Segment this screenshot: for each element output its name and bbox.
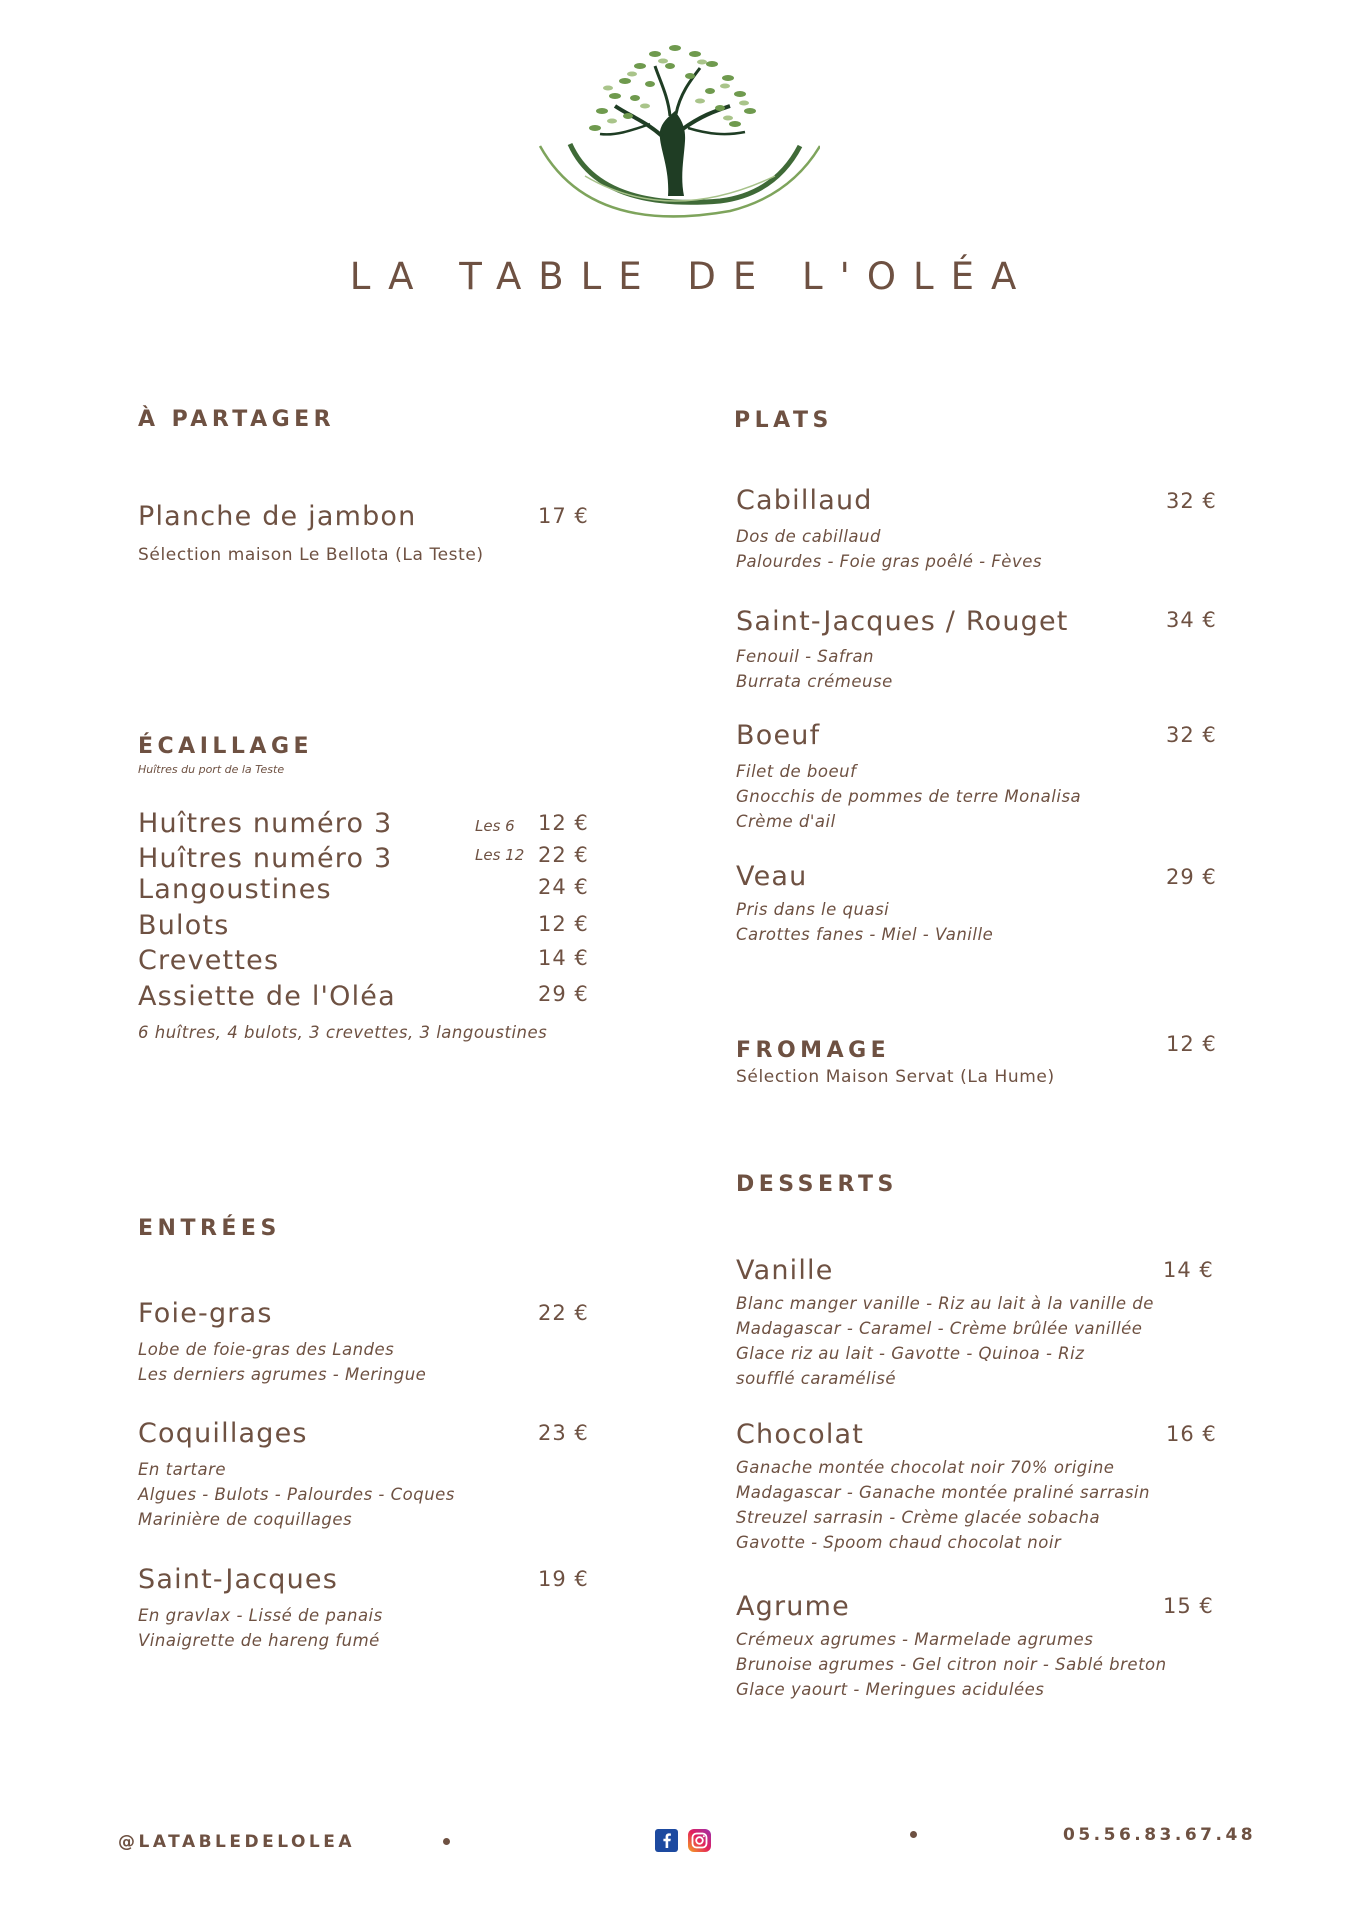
section-title-partager: À PARTAGER bbox=[138, 407, 336, 432]
dish-desc-line: Madagascar - Ganache montée praliné sarrasin bbox=[736, 1483, 1150, 1502]
dish-desc-line: Vinaigrette de hareng fumé bbox=[138, 1631, 380, 1650]
dish-desc-line: soufflé caramélisé bbox=[736, 1369, 896, 1388]
dish-price-saint-jacques-rouget: 34 € bbox=[1166, 608, 1217, 632]
dish-name-cabillaud: Cabillaud bbox=[736, 485, 873, 516]
dish-desc-line: Dos de cabillaud bbox=[736, 527, 881, 546]
instagram-handle[interactable]: @LATABLEDELOLEA bbox=[118, 1832, 356, 1852]
dish-price-saint-jacques: 19 € bbox=[538, 1567, 589, 1591]
dish-desc-line: Ganache montée chocolat noir 70% origine bbox=[736, 1458, 1115, 1477]
dish-name-foie-gras: Foie-gras bbox=[138, 1298, 273, 1329]
dish-name-saint-jacques-rouget: Saint-Jacques / Rouget bbox=[736, 606, 1069, 637]
dish-desc-line: Crémeux agrumes - Marmelade agrumes bbox=[736, 1630, 1094, 1649]
dish-desc-line: Brunoise agrumes - Gel citron noir - Sablé breton bbox=[736, 1655, 1167, 1674]
dish-desc-line: Marinière de coquillages bbox=[138, 1510, 353, 1529]
ecaillage-item-name: Langoustines bbox=[138, 874, 332, 905]
ecaillage-item-name: Assiette de l'Oléa bbox=[138, 981, 396, 1012]
facebook-icon[interactable] bbox=[655, 1829, 678, 1852]
ecaillage-item-price: 12 € bbox=[538, 912, 589, 936]
phone-number[interactable]: 05.56.83.67.48 bbox=[1063, 1825, 1257, 1845]
ecaillage-item-name: Crevettes bbox=[138, 945, 280, 976]
ecaillage-item-name: Huîtres numéro 3 bbox=[138, 808, 393, 839]
ecaillage-note: 6 huîtres, 4 bulots, 3 crevettes, 3 langoustines bbox=[138, 1023, 548, 1042]
restaurant-name: LA TABLE DE L'OLÉA bbox=[349, 255, 1034, 298]
dish-price-veau: 29 € bbox=[1166, 865, 1217, 889]
fromage-desc: Sélection Maison Servat (La Hume) bbox=[736, 1067, 1055, 1087]
dish-desc-line: Gnocchis de pommes de terre Monalisa bbox=[736, 787, 1082, 806]
dish-name-saint-jacques: Saint-Jacques bbox=[138, 1564, 339, 1595]
fromage-price: 12 € bbox=[1166, 1032, 1217, 1056]
dish-desc-planche: Sélection maison Le Bellota (La Teste) bbox=[138, 545, 484, 565]
section-title-fromage: FROMAGE bbox=[736, 1038, 891, 1063]
dish-price-agrume: 15 € bbox=[1163, 1594, 1214, 1618]
dish-desc-line: Lobe de foie-gras des Landes bbox=[138, 1340, 395, 1359]
section-subtitle-ecaillage: Huîtres du port de la Teste bbox=[138, 763, 285, 776]
ecaillage-item-price: 24 € bbox=[538, 875, 589, 899]
ecaillage-item-portion: Les 6 bbox=[475, 817, 515, 835]
dish-desc-line: Pris dans le quasi bbox=[736, 900, 890, 919]
dish-desc-line: Crème d'ail bbox=[736, 812, 836, 831]
section-title-entrees: ENTRÉES bbox=[138, 1216, 281, 1241]
ecaillage-item-portion: Les 12 bbox=[475, 846, 525, 864]
dish-price-boeuf: 32 € bbox=[1166, 723, 1217, 747]
section-title-desserts: DESSERTS bbox=[736, 1172, 898, 1197]
dish-name-boeuf: Boeuf bbox=[736, 720, 821, 751]
ecaillage-item-price: 12 € bbox=[538, 811, 589, 835]
dish-desc-line: Blanc manger vanille - Riz au lait à la vanille de bbox=[736, 1294, 1154, 1313]
dish-desc-line: Algues - Bulots - Palourdes - Coques bbox=[138, 1485, 455, 1504]
dish-name-agrume: Agrume bbox=[736, 1591, 850, 1622]
dish-price-chocolat: 16 € bbox=[1166, 1422, 1217, 1446]
dish-desc-line: Palourdes - Foie gras poêlé - Fèves bbox=[736, 552, 1042, 571]
dish-price-coquillages: 23 € bbox=[538, 1421, 589, 1445]
dish-desc-line: En gravlax - Lissé de panais bbox=[138, 1606, 383, 1625]
dish-desc-line: Gavotte - Spoom chaud chocolat noir bbox=[736, 1533, 1062, 1552]
ecaillage-item-price: 14 € bbox=[538, 946, 589, 970]
dish-desc-line: Glace yaourt - Meringues acidulées bbox=[736, 1680, 1045, 1699]
dish-desc-line: Burrata crémeuse bbox=[736, 672, 893, 691]
dish-desc-line: En tartare bbox=[138, 1460, 227, 1479]
section-title-ecaillage: ÉCAILLAGE bbox=[138, 734, 314, 759]
dish-price-planche: 17 € bbox=[538, 504, 589, 528]
ecaillage-item-name: Bulots bbox=[138, 910, 230, 941]
ecaillage-item-name: Huîtres numéro 3 bbox=[138, 843, 393, 874]
dish-name-vanille: Vanille bbox=[736, 1255, 834, 1286]
dish-desc-line: Fenouil - Safran bbox=[736, 647, 875, 666]
dish-price-cabillaud: 32 € bbox=[1166, 489, 1217, 513]
dish-desc-line: Carottes fanes - Miel - Vanille bbox=[736, 925, 994, 944]
dish-desc-line: Glace riz au lait - Gavotte - Quinoa - Riz bbox=[736, 1344, 1085, 1363]
section-title-plats: PLATS bbox=[734, 408, 833, 433]
ecaillage-item-price: 22 € bbox=[538, 843, 589, 867]
footer-separator-dot bbox=[443, 1838, 450, 1845]
olive-tree-logo bbox=[530, 36, 820, 236]
instagram-icon[interactable] bbox=[688, 1829, 711, 1852]
footer-separator-dot bbox=[910, 1831, 917, 1838]
dish-name-coquillages: Coquillages bbox=[138, 1418, 308, 1449]
dish-name-planche: Planche de jambon bbox=[138, 501, 417, 532]
dish-price-foie-gras: 22 € bbox=[538, 1301, 589, 1325]
dish-name-chocolat: Chocolat bbox=[736, 1419, 865, 1450]
dish-desc-line: Les derniers agrumes - Meringue bbox=[138, 1365, 427, 1384]
dish-name-veau: Veau bbox=[736, 861, 808, 892]
dish-price-vanille: 14 € bbox=[1163, 1258, 1214, 1282]
ecaillage-item-price: 29 € bbox=[538, 982, 589, 1006]
dish-desc-line: Streuzel sarrasin - Crème glacée sobacha bbox=[736, 1508, 1101, 1527]
dish-desc-line: Madagascar - Caramel - Crème brûlée vanillée bbox=[736, 1319, 1143, 1338]
dish-desc-line: Filet de boeuf bbox=[736, 762, 857, 781]
